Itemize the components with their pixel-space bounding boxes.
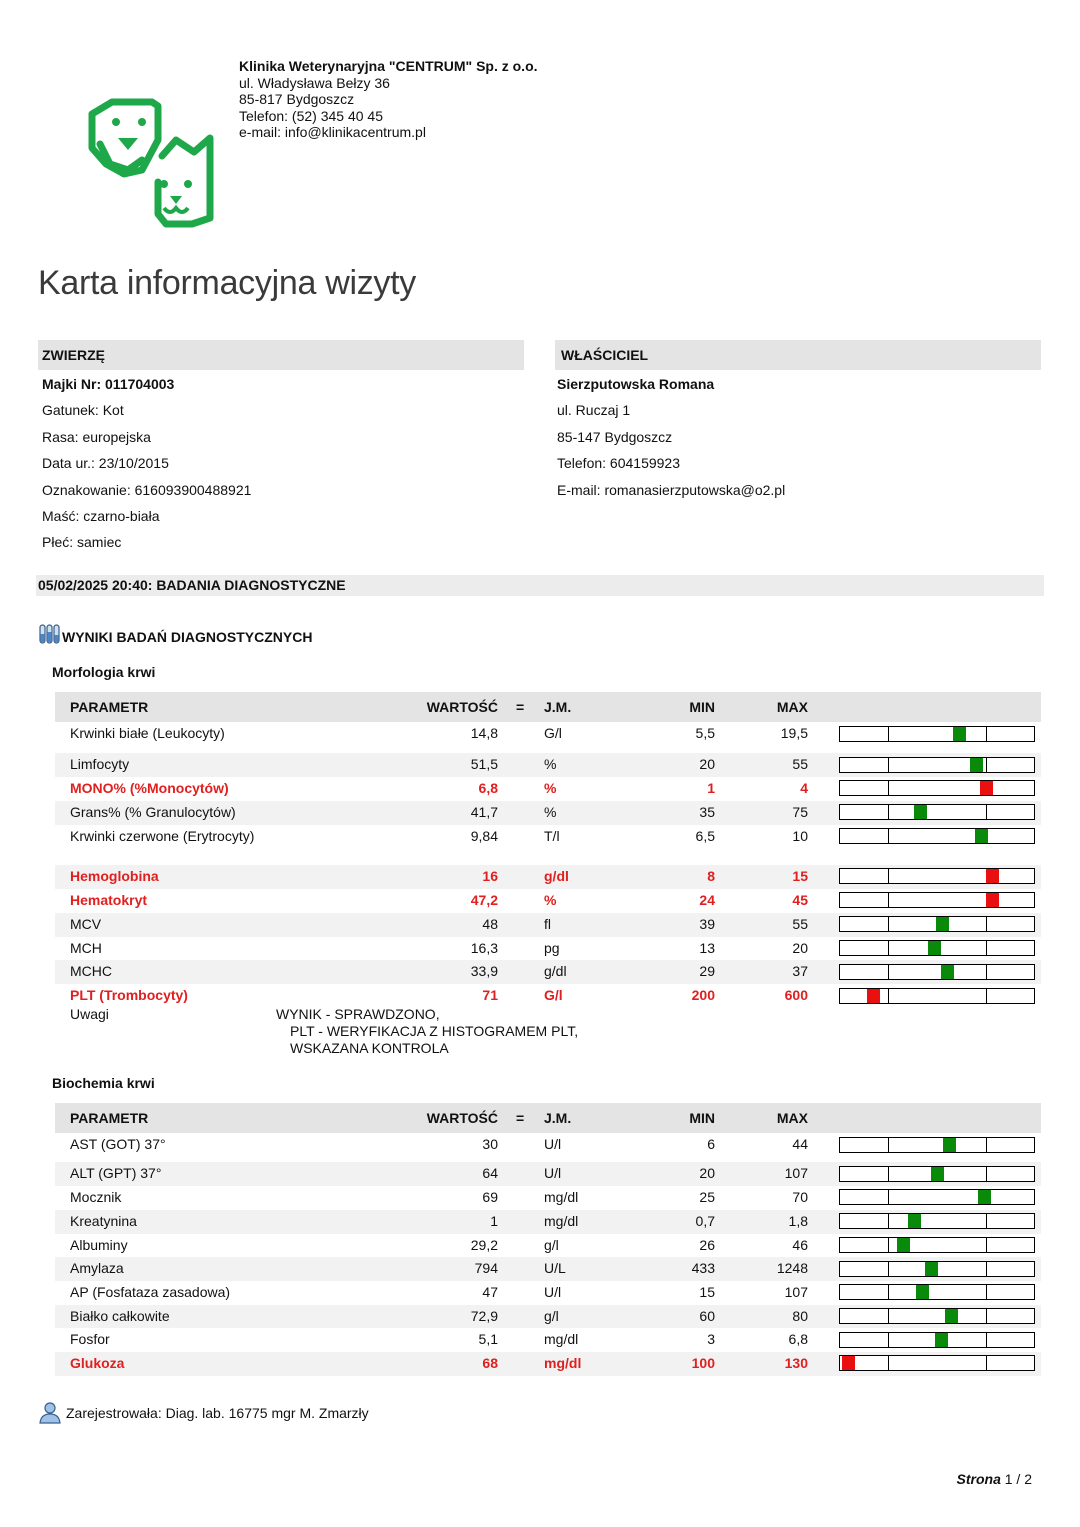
animal-section-header: ZWIERZĘ — [38, 340, 524, 370]
range-bar-divider — [888, 940, 889, 956]
range-bar — [839, 964, 1035, 980]
range-bar-divider — [986, 1237, 987, 1253]
cell-value: 794 — [474, 1260, 498, 1276]
cell-unit: mg/dl — [544, 1354, 582, 1371]
cell-name: Krwinki białe (Leukocyty) — [70, 725, 225, 741]
table-row — [55, 984, 1041, 1008]
cell-value: 1 — [490, 1212, 498, 1229]
cell-unit: g/l — [544, 1307, 559, 1324]
range-bar — [839, 726, 1035, 742]
range-bar-divider — [888, 1166, 889, 1182]
cell-unit: mg/dl — [544, 1331, 579, 1347]
table-row — [55, 1133, 1041, 1162]
cell-value: 68 — [482, 1354, 498, 1371]
cell-max: 130 — [784, 1354, 808, 1371]
cell-name: Limfocyty — [70, 756, 130, 772]
cell-value: 47,2 — [470, 891, 498, 908]
range-bar-divider — [986, 1355, 987, 1371]
range-bar — [839, 916, 1035, 932]
cell-max: 37 — [792, 963, 808, 979]
range-bar-divider — [986, 1213, 987, 1229]
table-row — [55, 1328, 1041, 1352]
range-bar-divider — [888, 1332, 889, 1348]
range-bar — [839, 1308, 1035, 1324]
range-bar — [839, 1213, 1035, 1229]
range-bar-divider — [888, 726, 889, 742]
range-bar — [839, 1284, 1035, 1300]
cell-value: 41,7 — [470, 803, 498, 820]
cell-value: 16,3 — [470, 939, 498, 956]
cell-name: MCHC — [70, 963, 112, 979]
owner-name: Sierzputowska Romana — [557, 376, 715, 392]
animal-name: Majki Nr: 011704003 — [42, 376, 175, 392]
table-row — [55, 937, 1041, 961]
animal-birth-date: Data ur.: 23/10/2015 — [42, 455, 169, 472]
table-row — [55, 1210, 1041, 1234]
cell-value: 9,84 — [470, 827, 498, 844]
biochemistry-title: Biochemia krwi — [52, 1075, 155, 1091]
cell-min: 20 — [699, 1165, 715, 1181]
cell-name: ALT (GPT) 37° — [70, 1165, 162, 1181]
cell-unit: U/l — [544, 1165, 562, 1181]
cell-min: 3 — [707, 1331, 715, 1347]
page-value: 1 / 2 — [1004, 1471, 1032, 1487]
owner-email: E-mail: romanasierzputowska@o2.pl — [557, 481, 786, 498]
page-number — [957, 1471, 1032, 1487]
range-marker — [931, 1167, 944, 1181]
range-bar — [839, 804, 1035, 820]
clinic-city: 85-817 Bydgoszcz — [239, 91, 355, 108]
cell-name: MCV — [70, 915, 102, 932]
header-unit: J.M. — [544, 1110, 572, 1126]
range-marker — [925, 1262, 938, 1276]
cell-value: 51,5 — [470, 756, 498, 772]
range-bar — [839, 1166, 1035, 1182]
header-eq: = — [516, 1110, 525, 1126]
header-min: MIN — [689, 699, 715, 715]
cell-max: 80 — [792, 1307, 808, 1324]
table-row — [55, 777, 1041, 801]
range-bar — [839, 1332, 1035, 1348]
table-row — [55, 1162, 1041, 1186]
owner-city: 85-147 Bydgoszcz — [557, 428, 673, 445]
cell-unit: g/dl — [544, 867, 569, 884]
cell-name: Białko całkowite — [70, 1307, 170, 1324]
cell-unit: % — [544, 779, 557, 796]
cell-value: 29,2 — [470, 1236, 498, 1253]
cell-value: 33,9 — [470, 963, 498, 979]
cell-max: 55 — [792, 915, 808, 932]
cell-max: 15 — [792, 867, 808, 884]
cell-min: 6,5 — [695, 827, 715, 844]
cell-name: Hemoglobina — [70, 867, 159, 884]
cell-value: 6,8 — [478, 779, 498, 796]
cell-unit: % — [544, 891, 557, 908]
cell-unit: U/l — [544, 1136, 562, 1152]
table-row — [55, 1257, 1041, 1281]
cell-max: 10 — [792, 827, 808, 844]
cell-unit: g/l — [544, 1236, 559, 1253]
range-bar — [839, 892, 1035, 908]
cell-max: 1248 — [776, 1260, 808, 1276]
header-value: WARTOŚĆ — [426, 1110, 498, 1126]
table-row — [55, 753, 1041, 777]
table-header — [55, 692, 1041, 722]
cell-value: 48 — [482, 915, 498, 932]
cell-unit: fl — [544, 915, 551, 932]
cell-max: 107 — [784, 1283, 808, 1300]
cell-max: 44 — [792, 1136, 808, 1152]
cell-name: Krwinki czerwone (Erytrocyty) — [70, 827, 255, 844]
cell-max: 20 — [792, 939, 808, 956]
cell-min: 29 — [699, 963, 715, 979]
animal-info — [42, 371, 251, 556]
cell-value: 16 — [482, 867, 498, 884]
clinic-address: ul. Władysława Bełzy 36 — [239, 74, 390, 91]
range-bar-divider — [986, 757, 987, 773]
range-marker — [914, 805, 927, 819]
range-marker — [941, 965, 954, 979]
table-row — [55, 1305, 1041, 1329]
cell-max: 1,8 — [788, 1212, 808, 1229]
cell-unit: mg/dl — [544, 1188, 579, 1205]
range-bar-divider — [986, 1308, 987, 1324]
range-bar-divider — [888, 1355, 889, 1371]
header-max: MAX — [776, 1110, 808, 1126]
cell-max: 55 — [792, 756, 808, 772]
cell-value: 5,1 — [478, 1331, 498, 1347]
cell-min: 35 — [699, 803, 715, 820]
table-row — [55, 825, 1041, 865]
range-bar-divider — [888, 1308, 889, 1324]
owner-street: ul. Ruczaj 1 — [557, 402, 631, 419]
morphology-table — [55, 692, 1041, 1008]
cell-unit: mg/dl — [544, 1212, 579, 1229]
cell-min: 5,5 — [695, 725, 715, 741]
range-bar — [839, 1355, 1035, 1371]
cell-value: 69 — [482, 1188, 498, 1205]
table-row — [55, 889, 1041, 913]
cell-min: 39 — [699, 915, 715, 932]
animal-sex: Płeć: samiec — [42, 534, 122, 551]
table-row — [55, 722, 1041, 753]
range-bar-divider — [888, 757, 889, 773]
cell-unit: G/l — [544, 725, 562, 741]
cell-min: 0,7 — [695, 1212, 715, 1229]
cell-max: 19,5 — [780, 725, 808, 741]
cell-min: 1 — [707, 779, 715, 796]
cell-name: Amylaza — [70, 1260, 124, 1276]
range-bar — [839, 1189, 1035, 1205]
header-param: PARAMETR — [70, 699, 149, 715]
visit-title: 05/02/2025 20:40: BADANIA DIAGNOSTYCZNE — [36, 575, 1044, 596]
cell-max: 45 — [792, 891, 808, 908]
range-bar-divider — [888, 1189, 889, 1205]
dog-cat-logo-icon — [84, 92, 216, 232]
cell-unit: g/dl — [544, 963, 567, 979]
range-bar — [839, 1137, 1035, 1153]
notes-line: WSKAZANA KONTROLA — [290, 1040, 449, 1056]
test-tubes-icon — [38, 624, 60, 646]
biochemistry-table — [55, 1103, 1041, 1376]
table-row — [55, 960, 1041, 984]
range-bar — [839, 1261, 1035, 1277]
cell-min: 60 — [699, 1307, 715, 1324]
header-eq: = — [516, 699, 525, 715]
registered-by — [38, 1402, 369, 1424]
cell-unit: % — [544, 803, 557, 820]
animal-species: Gatunek: Kot — [42, 402, 124, 419]
header-unit: J.M. — [544, 699, 572, 715]
results-heading-label: WYNIKI BADAŃ DIAGNOSTYCZNYCH — [62, 629, 313, 645]
cell-max: 6,8 — [788, 1331, 808, 1347]
page-label: Strona — [956, 1471, 1001, 1487]
range-marker — [945, 1309, 958, 1323]
range-marker — [842, 1356, 855, 1370]
range-bar-divider — [888, 828, 889, 844]
table-header — [55, 1103, 1041, 1133]
range-bar-divider — [888, 988, 889, 1004]
cell-max: 4 — [800, 779, 808, 796]
range-bar-divider — [888, 804, 889, 820]
range-bar-divider — [888, 1261, 889, 1277]
cell-min: 26 — [699, 1236, 715, 1253]
range-marker — [928, 941, 941, 955]
clinic-email: e-mail: info@klinikacentrum.pl — [239, 124, 426, 141]
owner-phone: Telefon: 604159923 — [557, 455, 680, 472]
range-bar-divider — [888, 1213, 889, 1229]
header-value: WARTOŚĆ — [426, 699, 498, 715]
owner-section-header: WŁAŚCICIEL — [555, 340, 1041, 370]
cell-value: 64 — [482, 1165, 498, 1181]
range-bar — [839, 757, 1035, 773]
range-bar-divider — [986, 916, 987, 932]
cell-min: 6 — [707, 1136, 715, 1152]
animal-color: Maść: czarno-biała — [42, 507, 160, 524]
range-bar — [839, 940, 1035, 956]
cell-value: 72,9 — [470, 1307, 498, 1324]
user-icon — [38, 1402, 62, 1424]
cell-name: AP (Fosfataza zasadowa) — [70, 1283, 231, 1300]
range-bar-divider — [888, 964, 889, 980]
cell-name: Mocznik — [70, 1188, 122, 1205]
owner-info — [557, 371, 785, 503]
range-marker — [953, 727, 966, 741]
range-marker — [935, 1333, 948, 1347]
cell-unit: pg — [544, 939, 560, 956]
morphology-title: Morfologia krwi — [52, 664, 156, 680]
animal-breed: Rasa: europejska — [42, 428, 151, 445]
cell-min: 13 — [699, 939, 715, 956]
table-row — [55, 913, 1041, 937]
cell-max: 75 — [792, 803, 808, 820]
range-bar — [839, 780, 1035, 796]
cell-max: 46 — [792, 1236, 808, 1253]
cell-max: 600 — [784, 987, 808, 1003]
range-bar-divider — [986, 964, 987, 980]
range-bar — [839, 988, 1035, 1004]
cell-name: MONO% (%Monocytów) — [70, 779, 229, 796]
range-bar-divider — [888, 1284, 889, 1300]
cell-name: Glukoza — [70, 1354, 125, 1371]
header-min: MIN — [689, 1110, 715, 1126]
notes-text — [276, 1006, 578, 1057]
cell-value: 47 — [482, 1283, 498, 1300]
range-bar-divider — [888, 892, 889, 908]
cell-unit: G/l — [544, 987, 563, 1003]
range-bar-divider — [888, 1137, 889, 1153]
cell-unit: U/l — [544, 1283, 562, 1300]
range-bar-divider — [986, 1284, 987, 1300]
range-marker — [916, 1285, 929, 1299]
cell-max: 107 — [784, 1165, 808, 1181]
cell-name: Hematokryt — [70, 891, 148, 908]
range-bar-divider — [986, 940, 987, 956]
cell-name: Albuminy — [70, 1236, 128, 1253]
range-bar-divider — [986, 1137, 987, 1153]
cell-max: 70 — [792, 1188, 808, 1205]
cell-name: Grans% (% Granulocytów) — [70, 803, 236, 820]
notes-line: WYNIK - SPRAWDZONO, — [276, 1006, 440, 1022]
cell-value: 14,8 — [470, 725, 498, 741]
results-heading — [38, 624, 312, 646]
header-param: PARAMETR — [70, 1110, 149, 1126]
table-row — [55, 1281, 1041, 1305]
cell-unit: % — [544, 756, 557, 772]
range-bar — [839, 868, 1035, 884]
cell-unit: U/L — [544, 1260, 566, 1276]
table-row — [55, 1352, 1041, 1376]
table-row — [55, 1186, 1041, 1210]
range-marker — [970, 758, 983, 772]
page-title: Karta informacyjna wizyty — [38, 264, 416, 302]
range-bar-divider — [888, 1237, 889, 1253]
range-marker — [897, 1238, 910, 1252]
range-bar-divider — [888, 916, 889, 932]
table-row — [55, 1234, 1041, 1258]
range-bar-divider — [986, 804, 987, 820]
range-marker — [908, 1214, 921, 1228]
range-marker — [936, 917, 949, 931]
cell-min: 15 — [699, 1283, 715, 1300]
header-max: MAX — [776, 699, 808, 715]
cell-name: Kreatynina — [70, 1212, 137, 1229]
range-marker — [980, 781, 993, 795]
cell-min: 100 — [691, 1354, 715, 1371]
cell-name: Fosfor — [70, 1331, 110, 1347]
clinic-name: Klinika Weterynaryjna "CENTRUM" Sp. z o.o. — [239, 58, 538, 74]
range-marker — [975, 829, 988, 843]
cell-min: 433 — [691, 1260, 715, 1276]
clinic-phone: Telefon: (52) 345 40 45 — [239, 107, 383, 124]
cell-value: 30 — [482, 1136, 498, 1152]
range-bar-divider — [986, 726, 987, 742]
range-bar — [839, 828, 1035, 844]
cell-min: 20 — [699, 756, 715, 772]
range-marker — [943, 1138, 956, 1152]
animal-chip: Oznakowanie: 616093900488921 — [42, 481, 252, 498]
range-marker — [986, 893, 999, 907]
range-bar-divider — [986, 1166, 987, 1182]
cell-unit: T/l — [544, 827, 560, 844]
range-bar-divider — [986, 988, 987, 1004]
notes-line: PLT - WERYFIKACJA Z HISTOGRAMEM PLT, — [290, 1023, 579, 1039]
cell-name: PLT (Trombocyty) — [70, 987, 188, 1003]
range-bar-divider — [888, 868, 889, 884]
cell-name: AST (GOT) 37° — [70, 1136, 166, 1152]
cell-name: MCH — [70, 939, 102, 956]
range-marker — [986, 869, 999, 883]
cell-min: 8 — [707, 867, 715, 884]
range-marker — [867, 989, 880, 1003]
range-bar — [839, 1237, 1035, 1253]
cell-min: 24 — [699, 891, 715, 908]
range-marker — [978, 1190, 991, 1204]
cell-min: 25 — [699, 1188, 715, 1205]
range-bar-divider — [888, 780, 889, 796]
notes-label: Uwagi — [70, 1006, 109, 1022]
cell-value: 71 — [482, 987, 498, 1003]
table-row — [55, 865, 1041, 889]
range-bar-divider — [986, 1261, 987, 1277]
range-bar-divider — [986, 1332, 987, 1348]
table-row — [55, 801, 1041, 825]
registered-text: Zarejestrowała: Diag. lab. 16775 mgr M. Zmarzły — [66, 1405, 369, 1421]
cell-min: 200 — [691, 987, 715, 1003]
clinic-info — [239, 58, 538, 141]
